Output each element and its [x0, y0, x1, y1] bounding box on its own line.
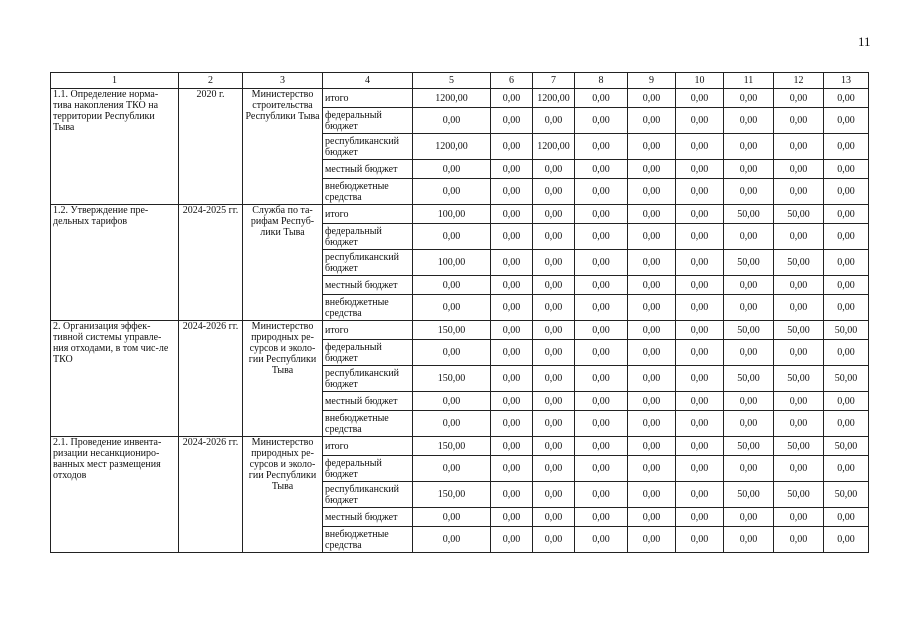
amount-cell: 150,00 — [413, 366, 491, 392]
amount-cell: 0,00 — [824, 224, 869, 250]
amount-cell: 0,00 — [724, 108, 774, 134]
funding-source-cell: итого — [323, 437, 413, 456]
amount-cell: 0,00 — [491, 276, 533, 295]
amount-cell: 0,00 — [676, 108, 724, 134]
funding-source-cell: итого — [323, 321, 413, 340]
amount-cell: 0,00 — [824, 250, 869, 276]
amount-cell: 0,00 — [724, 224, 774, 250]
amount-cell: 0,00 — [774, 340, 824, 366]
funding-source-cell: внебюджетные средства — [323, 179, 413, 205]
period-cell: 2024-2026 гг. — [179, 437, 243, 553]
header-cell: 3 — [243, 73, 323, 89]
amount-cell: 0,00 — [491, 89, 533, 108]
amount-cell: 0,00 — [676, 437, 724, 456]
amount-cell: 0,00 — [774, 527, 824, 553]
amount-cell: 0,00 — [491, 134, 533, 160]
funding-source-cell: внебюджетные средства — [323, 295, 413, 321]
header-cell: 11 — [724, 73, 774, 89]
period-cell: 2020 г. — [179, 89, 243, 205]
amount-cell: 0,00 — [774, 108, 824, 134]
amount-cell: 0,00 — [724, 89, 774, 108]
amount-cell: 0,00 — [676, 508, 724, 527]
amount-cell: 0,00 — [676, 392, 724, 411]
executor-cell: Служба по та-рифам Респуб-лики Тыва — [243, 205, 323, 321]
amount-cell: 0,00 — [575, 366, 628, 392]
amount-cell: 0,00 — [491, 250, 533, 276]
amount-cell: 50,00 — [724, 366, 774, 392]
amount-cell: 0,00 — [724, 340, 774, 366]
amount-cell: 0,00 — [628, 340, 676, 366]
amount-cell: 0,00 — [724, 134, 774, 160]
header-cell: 12 — [774, 73, 824, 89]
amount-cell: 0,00 — [824, 134, 869, 160]
funding-source-cell: местный бюджет — [323, 392, 413, 411]
header-cell: 2 — [179, 73, 243, 89]
amount-cell: 0,00 — [413, 392, 491, 411]
executor-cell: Министерство природных ре-сурсов и эколо-гии Республики Тыва — [243, 321, 323, 437]
amount-cell: 0,00 — [628, 482, 676, 508]
amount-cell: 0,00 — [824, 392, 869, 411]
amount-cell: 0,00 — [628, 508, 676, 527]
amount-cell: 0,00 — [533, 340, 575, 366]
amount-cell: 50,00 — [824, 437, 869, 456]
funding-source-cell: федеральный бюджет — [323, 456, 413, 482]
amount-cell: 0,00 — [413, 295, 491, 321]
amount-cell: 1200,00 — [413, 134, 491, 160]
amount-cell: 0,00 — [533, 527, 575, 553]
amount-cell: 0,00 — [628, 437, 676, 456]
funding-source-cell: внебюджетные средства — [323, 527, 413, 553]
funding-source-cell: республиканский бюджет — [323, 482, 413, 508]
funding-source-cell: местный бюджет — [323, 276, 413, 295]
amount-cell: 0,00 — [824, 527, 869, 553]
amount-cell: 0,00 — [774, 276, 824, 295]
amount-cell: 0,00 — [533, 179, 575, 205]
amount-cell: 150,00 — [413, 321, 491, 340]
amount-cell: 0,00 — [824, 508, 869, 527]
amount-cell: 0,00 — [575, 321, 628, 340]
amount-cell: 0,00 — [824, 205, 869, 224]
amount-cell: 0,00 — [676, 89, 724, 108]
amount-cell: 0,00 — [575, 527, 628, 553]
amount-cell: 0,00 — [413, 108, 491, 134]
header-cell: 4 — [323, 73, 413, 89]
amount-cell: 0,00 — [676, 134, 724, 160]
amount-cell: 100,00 — [413, 250, 491, 276]
amount-cell: 0,00 — [724, 295, 774, 321]
amount-cell: 0,00 — [824, 179, 869, 205]
amount-cell: 0,00 — [676, 224, 724, 250]
amount-cell: 50,00 — [824, 321, 869, 340]
amount-cell: 0,00 — [533, 437, 575, 456]
amount-cell: 0,00 — [628, 224, 676, 250]
amount-cell: 0,00 — [724, 508, 774, 527]
amount-cell: 50,00 — [724, 437, 774, 456]
activity-name-cell: 1.2. Утверждение пре-дельных тарифов — [51, 205, 179, 321]
amount-cell: 0,00 — [628, 366, 676, 392]
funding-source-cell: итого — [323, 205, 413, 224]
amount-cell: 0,00 — [491, 392, 533, 411]
amount-cell: 50,00 — [774, 437, 824, 456]
amount-cell: 0,00 — [628, 295, 676, 321]
amount-cell: 0,00 — [824, 411, 869, 437]
amount-cell: 150,00 — [413, 437, 491, 456]
amount-cell: 50,00 — [774, 366, 824, 392]
amount-cell: 0,00 — [628, 108, 676, 134]
amount-cell: 0,00 — [533, 456, 575, 482]
amount-cell: 0,00 — [628, 250, 676, 276]
amount-cell: 0,00 — [413, 179, 491, 205]
funding-source-cell: республиканский бюджет — [323, 134, 413, 160]
amount-cell: 0,00 — [491, 456, 533, 482]
amount-cell: 0,00 — [824, 295, 869, 321]
amount-cell: 100,00 — [413, 205, 491, 224]
amount-cell: 0,00 — [413, 527, 491, 553]
header-cell: 8 — [575, 73, 628, 89]
amount-cell: 0,00 — [575, 456, 628, 482]
amount-cell: 0,00 — [575, 392, 628, 411]
amount-cell: 0,00 — [575, 134, 628, 160]
amount-cell: 0,00 — [676, 160, 724, 179]
amount-cell: 0,00 — [824, 108, 869, 134]
amount-cell: 0,00 — [724, 392, 774, 411]
amount-cell: 0,00 — [575, 276, 628, 295]
amount-cell: 0,00 — [628, 411, 676, 437]
amount-cell: 0,00 — [774, 411, 824, 437]
amount-cell: 0,00 — [491, 411, 533, 437]
amount-cell: 0,00 — [575, 224, 628, 250]
amount-cell: 0,00 — [575, 437, 628, 456]
executor-cell: Министерство строительства Республики Тыва — [243, 89, 323, 205]
header-row — [51, 73, 869, 89]
amount-cell: 0,00 — [724, 411, 774, 437]
amount-cell: 1200,00 — [533, 134, 575, 160]
amount-cell: 0,00 — [413, 508, 491, 527]
amount-cell: 0,00 — [774, 179, 824, 205]
amount-cell: 50,00 — [774, 321, 824, 340]
funding-source-cell: республиканский бюджет — [323, 250, 413, 276]
amount-cell: 0,00 — [774, 508, 824, 527]
amount-cell: 50,00 — [824, 366, 869, 392]
amount-cell: 0,00 — [774, 295, 824, 321]
amount-cell: 0,00 — [533, 366, 575, 392]
amount-cell: 0,00 — [491, 295, 533, 321]
header-cell: 9 — [628, 73, 676, 89]
amount-cell: 0,00 — [676, 340, 724, 366]
header-cell: 5 — [413, 73, 491, 89]
amount-cell: 0,00 — [676, 527, 724, 553]
amount-cell: 0,00 — [676, 366, 724, 392]
amount-cell: 0,00 — [533, 411, 575, 437]
page-number: 11 — [858, 34, 871, 49]
amount-cell: 0,00 — [491, 340, 533, 366]
amount-cell: 50,00 — [724, 482, 774, 508]
amount-cell: 0,00 — [575, 482, 628, 508]
amount-cell: 0,00 — [491, 321, 533, 340]
amount-cell: 0,00 — [533, 295, 575, 321]
amount-cell: 0,00 — [533, 321, 575, 340]
amount-cell: 0,00 — [575, 205, 628, 224]
amount-cell: 0,00 — [628, 392, 676, 411]
amount-cell: 0,00 — [628, 89, 676, 108]
amount-cell: 0,00 — [533, 392, 575, 411]
amount-cell: 50,00 — [724, 321, 774, 340]
funding-source-cell: итого — [323, 89, 413, 108]
table-row — [51, 205, 869, 224]
amount-cell: 0,00 — [575, 250, 628, 276]
amount-cell: 0,00 — [575, 508, 628, 527]
amount-cell: 0,00 — [676, 482, 724, 508]
amount-cell: 0,00 — [533, 482, 575, 508]
table-row — [51, 89, 869, 108]
table-row — [51, 437, 869, 456]
period-cell: 2024-2025 гг. — [179, 205, 243, 321]
amount-cell: 0,00 — [628, 179, 676, 205]
amount-cell: 0,00 — [676, 179, 724, 205]
amount-cell: 0,00 — [628, 276, 676, 295]
amount-cell: 0,00 — [676, 321, 724, 340]
amount-cell: 0,00 — [533, 250, 575, 276]
amount-cell: 0,00 — [491, 108, 533, 134]
amount-cell: 0,00 — [491, 527, 533, 553]
amount-cell: 1200,00 — [413, 89, 491, 108]
amount-cell: 150,00 — [413, 482, 491, 508]
amount-cell: 0,00 — [824, 456, 869, 482]
amount-cell: 0,00 — [533, 108, 575, 134]
amount-cell: 0,00 — [533, 224, 575, 250]
funding-source-cell: местный бюджет — [323, 508, 413, 527]
header-cell: 1 — [51, 73, 179, 89]
funding-source-cell: республиканский бюджет — [323, 366, 413, 392]
amount-cell: 0,00 — [676, 411, 724, 437]
amount-cell: 0,00 — [491, 482, 533, 508]
amount-cell: 0,00 — [533, 276, 575, 295]
amount-cell: 0,00 — [724, 179, 774, 205]
amount-cell: 0,00 — [575, 179, 628, 205]
table-body — [51, 89, 869, 553]
amount-cell: 0,00 — [774, 456, 824, 482]
period-cell: 2024-2026 гг. — [179, 321, 243, 437]
funding-source-cell: федеральный бюджет — [323, 108, 413, 134]
budget-table — [50, 72, 869, 553]
activity-name-cell: 1.1. Определение норма-тива накопления ТКО на территории Республики Тыва — [51, 89, 179, 205]
amount-cell: 0,00 — [628, 321, 676, 340]
amount-cell: 0,00 — [628, 527, 676, 553]
amount-cell: 0,00 — [774, 89, 824, 108]
amount-cell: 0,00 — [575, 411, 628, 437]
activity-name-cell: 2.1. Проведение инвента-ризации несанкциониро-ванных мест размещения отходов — [51, 437, 179, 553]
amount-cell: 0,00 — [533, 205, 575, 224]
amount-cell: 0,00 — [491, 224, 533, 250]
amount-cell: 1200,00 — [533, 89, 575, 108]
amount-cell: 0,00 — [491, 205, 533, 224]
funding-source-cell: местный бюджет — [323, 160, 413, 179]
amount-cell: 0,00 — [628, 205, 676, 224]
header-cell: 6 — [491, 73, 533, 89]
amount-cell: 0,00 — [676, 205, 724, 224]
amount-cell: 0,00 — [824, 276, 869, 295]
executor-cell: Министерство природных ре-сурсов и эколо-гии Республики Тыва — [243, 437, 323, 553]
amount-cell: 0,00 — [575, 340, 628, 366]
header-cell: 10 — [676, 73, 724, 89]
header-cell: 7 — [533, 73, 575, 89]
amount-cell: 50,00 — [824, 482, 869, 508]
amount-cell: 50,00 — [774, 205, 824, 224]
funding-source-cell: внебюджетные средства — [323, 411, 413, 437]
amount-cell: 50,00 — [774, 250, 824, 276]
amount-cell: 0,00 — [676, 276, 724, 295]
amount-cell: 0,00 — [628, 160, 676, 179]
amount-cell: 0,00 — [413, 160, 491, 179]
amount-cell: 0,00 — [824, 160, 869, 179]
amount-cell: 0,00 — [533, 160, 575, 179]
amount-cell: 0,00 — [824, 89, 869, 108]
amount-cell: 0,00 — [724, 160, 774, 179]
amount-cell: 0,00 — [491, 437, 533, 456]
amount-cell: 0,00 — [575, 160, 628, 179]
amount-cell: 0,00 — [575, 89, 628, 108]
amount-cell: 0,00 — [774, 160, 824, 179]
activity-name-cell: 2. Организация эффек-тивной системы управле-ния отходами, в том чис-ле ТКО — [51, 321, 179, 437]
amount-cell: 0,00 — [575, 295, 628, 321]
amount-cell: 0,00 — [724, 276, 774, 295]
amount-cell: 0,00 — [774, 392, 824, 411]
amount-cell: 0,00 — [628, 134, 676, 160]
amount-cell: 0,00 — [413, 456, 491, 482]
amount-cell: 0,00 — [628, 456, 676, 482]
amount-cell: 50,00 — [724, 250, 774, 276]
amount-cell: 0,00 — [491, 179, 533, 205]
amount-cell: 0,00 — [774, 134, 824, 160]
amount-cell: 0,00 — [676, 295, 724, 321]
amount-cell: 0,00 — [575, 108, 628, 134]
amount-cell: 0,00 — [491, 366, 533, 392]
funding-source-cell: федеральный бюджет — [323, 340, 413, 366]
amount-cell: 0,00 — [533, 508, 575, 527]
amount-cell: 50,00 — [774, 482, 824, 508]
amount-cell: 0,00 — [676, 250, 724, 276]
amount-cell: 50,00 — [724, 205, 774, 224]
amount-cell: 0,00 — [676, 456, 724, 482]
amount-cell: 0,00 — [824, 340, 869, 366]
funding-source-cell: федеральный бюджет — [323, 224, 413, 250]
amount-cell: 0,00 — [413, 340, 491, 366]
amount-cell: 0,00 — [724, 527, 774, 553]
amount-cell: 0,00 — [491, 508, 533, 527]
header-cell: 13 — [824, 73, 869, 89]
amount-cell: 0,00 — [491, 160, 533, 179]
amount-cell: 0,00 — [774, 224, 824, 250]
amount-cell: 0,00 — [724, 456, 774, 482]
table-row — [51, 321, 869, 340]
amount-cell: 0,00 — [413, 411, 491, 437]
amount-cell: 0,00 — [413, 224, 491, 250]
amount-cell: 0,00 — [413, 276, 491, 295]
